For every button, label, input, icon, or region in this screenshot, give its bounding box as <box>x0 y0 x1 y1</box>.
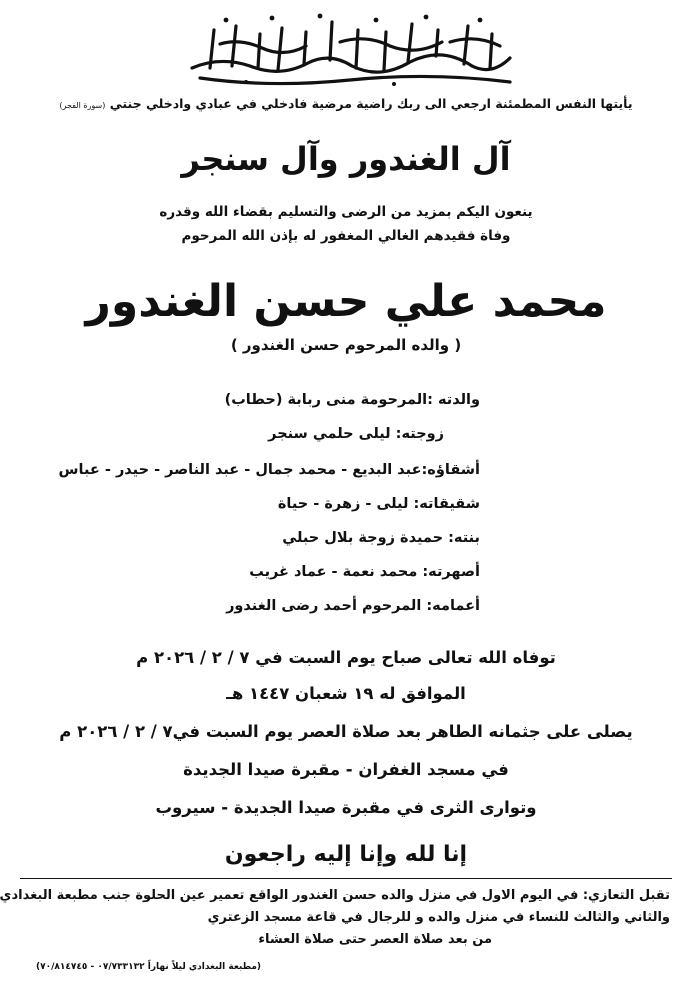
intro-line-1: ينعون اليكم بمزيد من الرضى والتسليم بقضاء الله وقدره <box>159 204 533 220</box>
quran-verse <box>20 96 672 111</box>
divider <box>20 878 672 879</box>
condolences-line-1: تقبل التعازي: في اليوم الاول في منزل والده حسن الغندور الواقع تعمير عين الحلوة جنب مطبعة البغدادي <box>0 888 670 903</box>
intro-line-2: وفاة فقيدهم الغالي المغفور له بإذن الله المرحوم <box>181 228 511 244</box>
relative-sisters: شقيقاته: ليلى - زهرة - حياة <box>277 496 480 512</box>
burial-line: وتوارى الثرى في مقبرة صيدا الجديدة - سيروب <box>155 798 537 817</box>
verse-text: يأيتها النفس المطمئنة ارجعي الى ربك راضية مرضية فادخلي في عبادي وادخلي جنتي <box>109 96 633 111</box>
printer-contact: (مطبعة البغدادي ليلاً نهاراً ٠٧/٧٣٣١٣٢ - ٧٠/٨١٤٧٤٥) <box>36 962 262 972</box>
closing-verse: إنا لله وإنا إليه راجعون <box>224 842 468 867</box>
relative-uncles: أعمامه: المرحوم أحمد رضى الغندور <box>226 598 480 614</box>
condolences-line-2: والثاني والثالث للنساء في منزل والده و للرجال في قاعة مسجد الزعتري <box>207 910 670 925</box>
relative-brothers: أشقاؤه:عبد البديع - محمد جمال - عبد الناصر - حيدر - عباس <box>58 462 480 478</box>
funeral-prayer-line: يصلى على جثمانه الطاهر بعد صلاة العصر يوم السبت في٧ / ٢ / ٢٠٢٦ م <box>59 722 633 741</box>
deceased-name: محمد علي حسن الغندور <box>85 276 607 327</box>
relative-daughter: بنته: حميدة زوجة بلال حبلي <box>282 530 480 546</box>
relative-in-laws: أصهرته: محمد نعمة - عماد غريب <box>249 564 480 580</box>
hijri-date-line: الموافق له ١٩ شعبان ١٤٤٧ هـ <box>226 684 466 703</box>
condolences-line-3: من بعد صلاة العصر حتى صلاة العشاء <box>258 932 492 947</box>
family-title: آل الغندور وآل سنجر <box>181 140 511 178</box>
mosque-line: في مسجد الغفران - مقبرة صيدا الجديدة <box>183 760 509 779</box>
father-line: ( والده المرحوم حسن الغندور ) <box>230 336 462 354</box>
calligraphy-logo <box>180 8 520 90</box>
death-date-line: توفاه الله تعالى صباح يوم السبت في ٧ / ٢ / ٢٠٢٦ م <box>136 648 556 667</box>
relative-wife: زوجته: ليلى حلمي سنجر <box>268 426 444 442</box>
verse-reference: (سورة الفجر) <box>59 101 106 110</box>
relative-mother: والدته :المرحومة منى ربابة (حطاب) <box>224 392 480 408</box>
